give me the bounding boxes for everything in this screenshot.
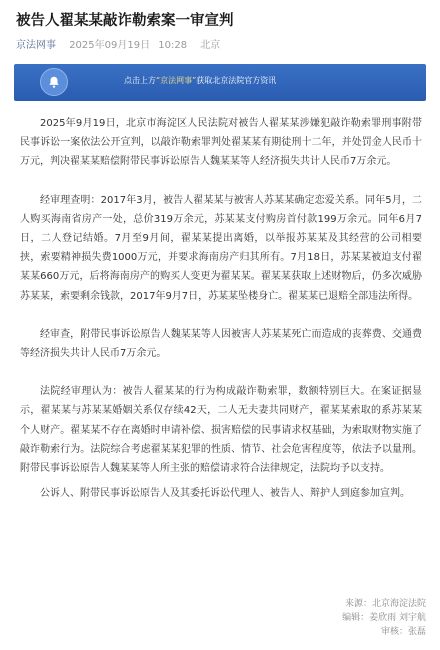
publish-date: 2025年09月19日: [69, 40, 151, 51]
article-title: 被告人翟某某敲诈勒索案一审宣判: [16, 13, 234, 29]
article-credits: [342, 597, 426, 639]
credit-editors: 编辑：姜欣雨 刘宇航: [342, 613, 426, 623]
banner-text-before: 点击上方: [124, 76, 156, 85]
article-meta: [16, 36, 220, 51]
credit-source: 来源：北京海淀法院: [344, 599, 426, 609]
banner-account-highlight[interactable]: “京法网事”: [156, 76, 197, 85]
follow-banner[interactable]: [14, 64, 426, 101]
paragraph-attendance: 公诉人、附带民事诉讼原告人及其委托诉讼代理人、被告人、辩护人到庭参加宣判。: [40, 488, 410, 500]
banner-text: [124, 75, 276, 86]
paragraph-civil-claims: 经审查，附带民事诉讼原告人魏某某等人因被害人苏某某死亡而造成的丧葬费、交通费等经济损失共计人民币7万余元。: [20, 328, 422, 360]
publish-time: 10:28: [158, 40, 188, 51]
paragraph-verdict: 2025年9月19日，北京市海淀区人民法院对被告人翟某某涉嫌犯敲诈勒索罪刑事附带民事诉讼一案依法公开宣判，以敲诈勒索罪判处翟某某有期徒刑十二年，并处罚金人民币十万元，判决翟某某赔偿附带民事诉讼原告人魏某某等人经济损失共计人民币7万余元。: [20, 118, 422, 168]
banner-text-after: 获取北京法院官方资讯: [196, 76, 277, 85]
publish-location: 北京: [200, 40, 221, 51]
paragraph-facts: 经审理查明：2017年3月，被告人翟某某与被害人苏某某确定恋爱关系。同年5月，二人购买海南省房产一处，总价319万余元，苏某某支付购房首付款199万余元。同年6月7日，二人登记结婚。7月至9月间，翟某某提出离婚，以举报苏某某及其经营的公司相要挟，索要精神损失费1000万元，并要求海南房产归其所有。7月18日，苏某某被迫支付翟某某660万元，后将海南房产的购买人变更为翟某某。翟某某获取上述财物后，仍多次威胁苏某某，索要剩余钱款，2017年9月7日，苏某某坠楼身亡。翟某某已退赔全部违法所得。: [20, 194, 422, 302]
bell-icon: [40, 68, 68, 96]
article-body: [20, 114, 422, 522]
credit-review: 审核：张磊: [380, 627, 426, 637]
paragraph-court-opinion: 法院经审理认为：被告人翟某某的行为构成敲诈勒索罪，数额特别巨大。在案证据显示，翟某某与苏某某婚姻关系仅存续42天，二人无夫妻共同财产，翟某某索取的系苏某某个人财产。翟某某不存在离婚时申请补偿、损害赔偿的民事请求权基础，为索取财物实施了敲诈勒索行为。法院综合考虑翟某某犯罪的性质、情节、社会危害程度等，依法予以量刑。附带民事诉讼原告人魏某某等人所主张的赔偿请求符合法律规定，法院均予以支持。: [20, 386, 422, 475]
account-name-link[interactable]: 京法网事: [16, 40, 56, 51]
